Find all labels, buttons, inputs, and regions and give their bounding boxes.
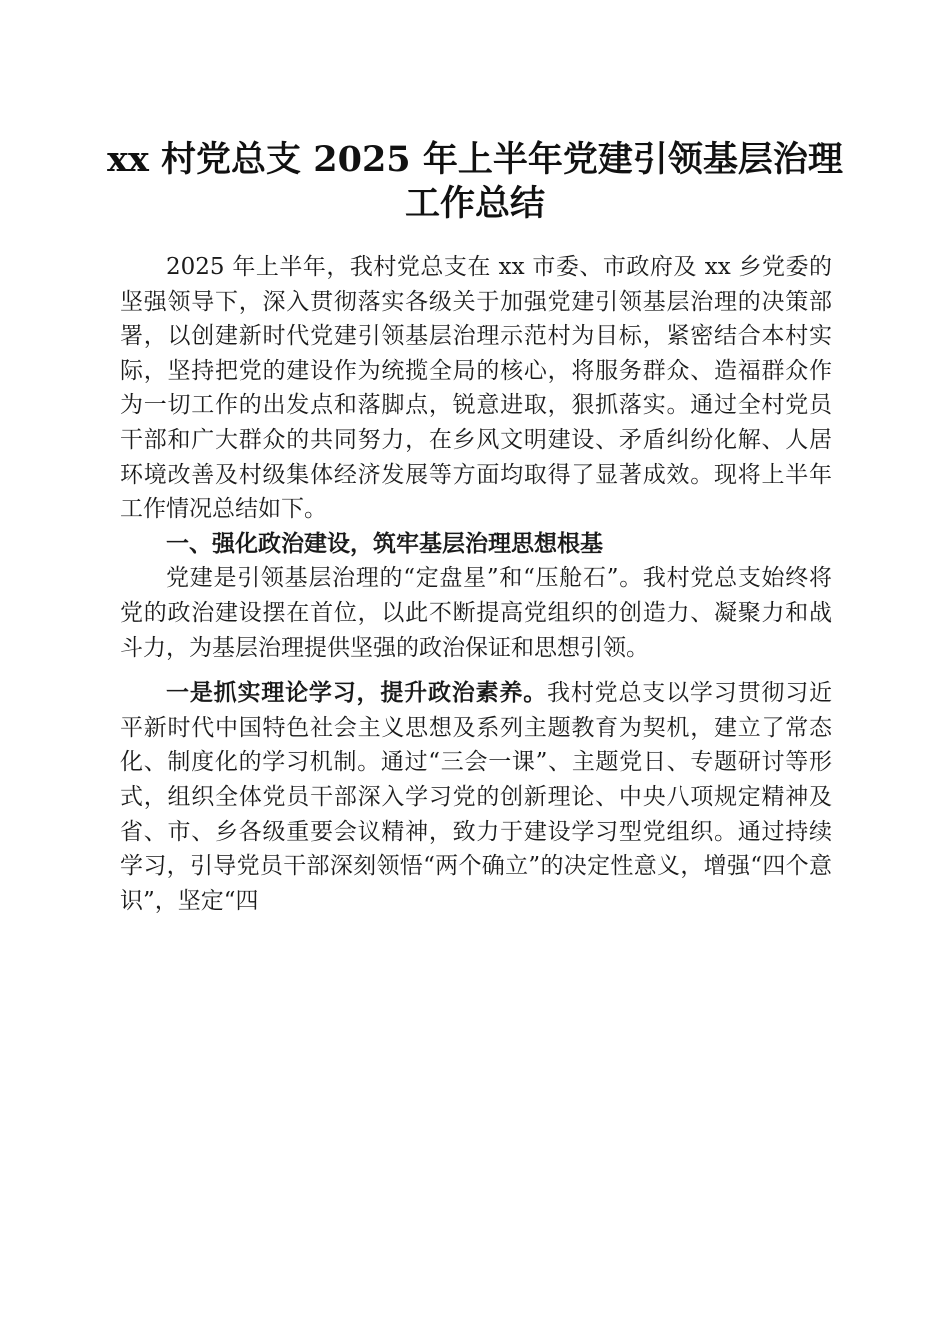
intro-paragraph: 2025 年上半年，我村党总支在 xx 市委、市政府及 xx 乡党委的坚强领导下，深入贯彻落实各级关于加强党建引领基层治理的决策部署，以创建新时代党建引领基层治理示范村为目标，紧密结合本村实际，坚持把党的建设作为统揽全局的核心，将服务群众、造福群众作为一切工作的出发点和落脚点，锐意进取，狠抓落实。通过全村党员干部和广大群众的共同努力，在乡风文明建设、矛盾纠纷化解、人居环境改善及村级集体经济发展等方面均取得了显著成效。现将上半年工作情况总结如下。 xyxy=(120,254,832,523)
item-1-lead: 一是抓实理论学习，提升政治素养。 xyxy=(166,679,548,707)
document-title xyxy=(100,138,850,226)
document-body xyxy=(120,250,832,918)
title-line-1: xx 村党总支 2025 年上半年党建引领基层治理 xyxy=(107,139,843,180)
title-line-2: 工作总结 xyxy=(404,183,545,224)
section-1-paragraph: 党建是引领基层治理的“定盘星”和“压舱石”。我村党总支始终将党的政治建设摆在首位，以此不断提高党组织的创造力、凝聚力和战斗力，为基层治理提供坚强的政治保证和思想引领。 xyxy=(120,565,832,661)
item-1-paragraph xyxy=(120,676,832,918)
section-1-heading: 一、强化政治建设，筑牢基层治理思想根基 xyxy=(166,530,603,557)
item-1-text: 我村党总支以学习贯彻习近平新时代中国特色社会主义思想及系列主题教育为契机，建立了常态化、制度化的学习机制。通过“三会一课”、主题党日、专题研讨等形式，组织全体党员干部深入学习党的创新理论、中央八项规定精神及省、市、乡各级重要会议精神，致力于建设学习型党组织。通过持续学习，引导党员干部深刻领悟“两个确立”的决定性意义，增强“四个意识”，坚定“四 xyxy=(120,680,833,914)
